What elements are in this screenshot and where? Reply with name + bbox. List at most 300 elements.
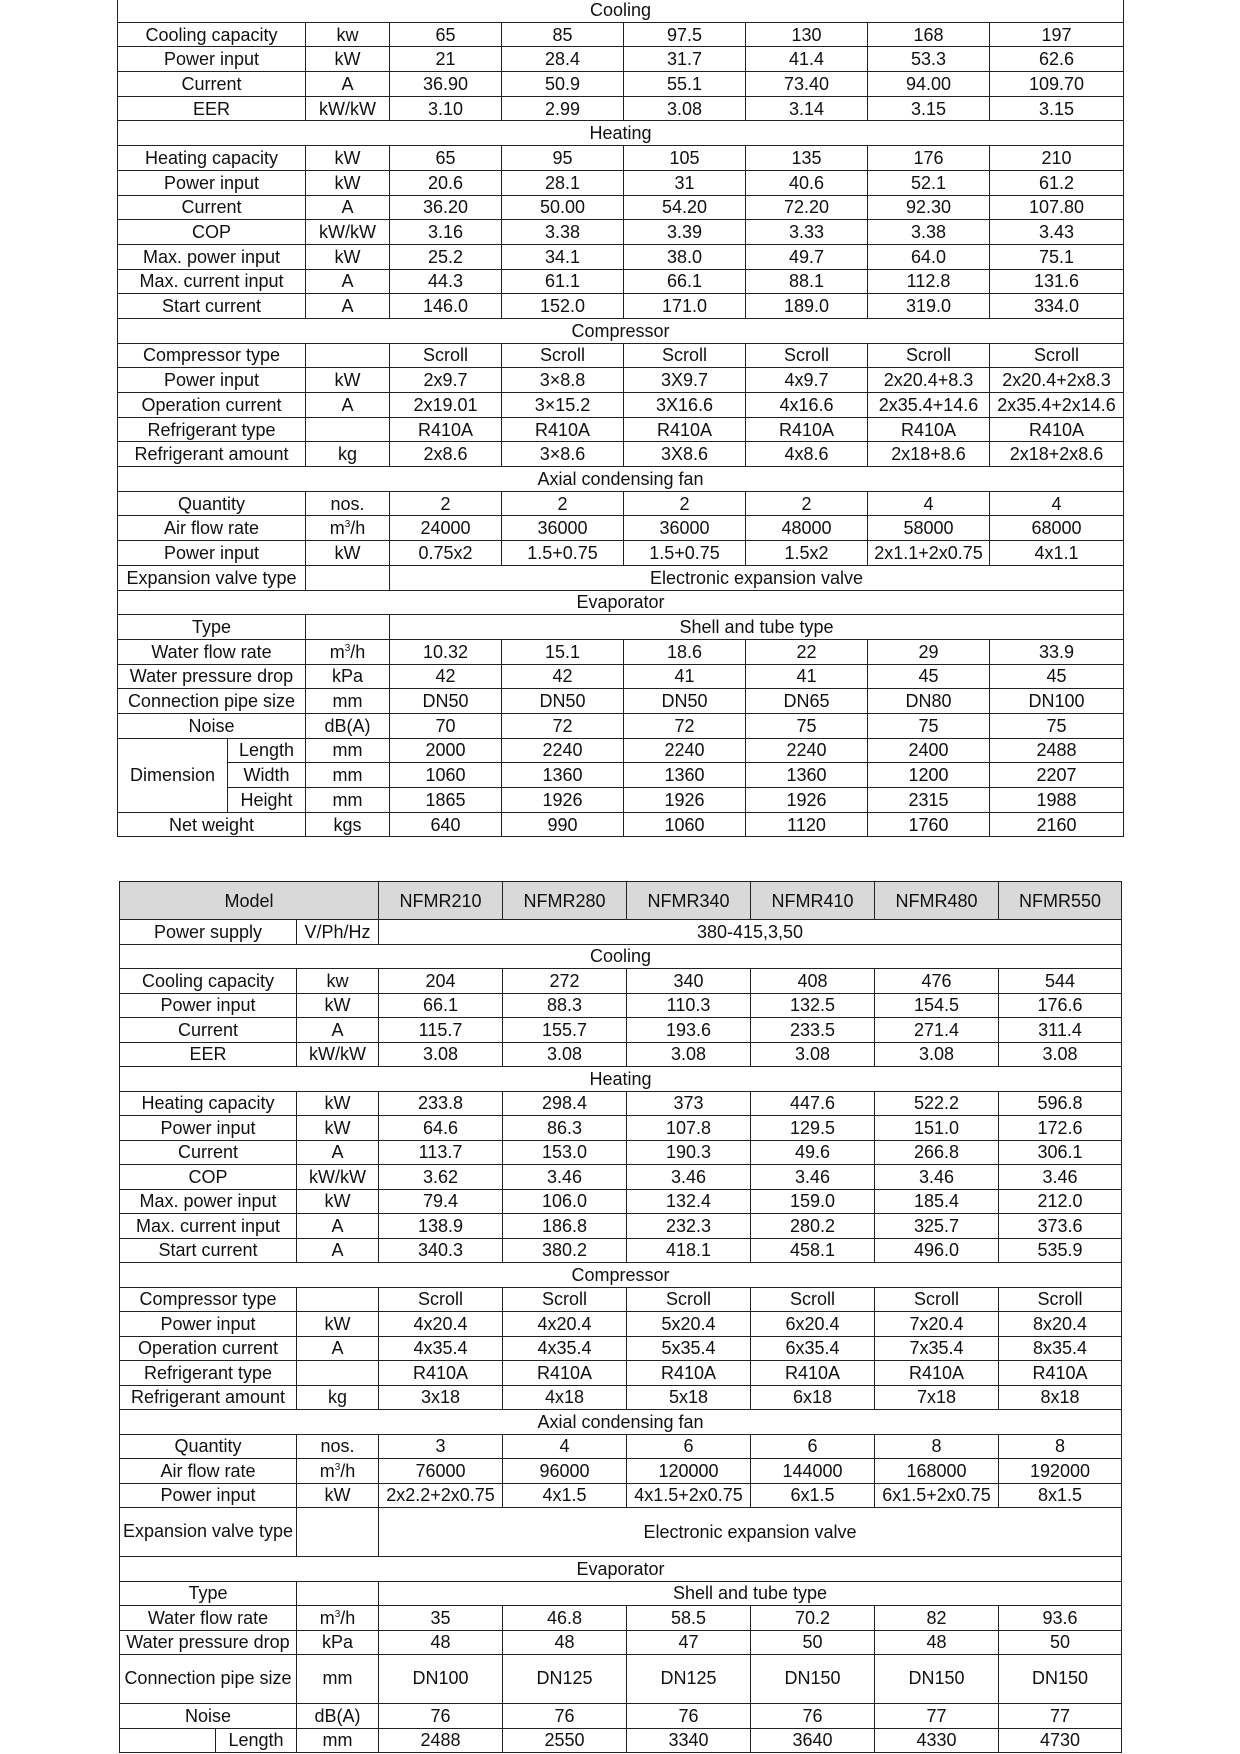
value-cell: 3.08 xyxy=(875,1042,999,1067)
row-label: COP xyxy=(118,220,306,245)
value-cell: 3.08 xyxy=(624,96,746,121)
value-cell: 334.0 xyxy=(990,294,1124,319)
value-cell: 8x18 xyxy=(999,1385,1122,1410)
unit-cell: kPa xyxy=(306,664,390,689)
row-label: Dimension xyxy=(118,738,228,812)
value-cell: 46.8 xyxy=(503,1606,627,1631)
value-cell: 2240 xyxy=(624,738,746,763)
unit-superscript: 3 xyxy=(344,519,351,531)
spec-row xyxy=(118,244,1124,269)
value-cell: R410A xyxy=(751,1361,875,1386)
value-cell: 1.5+0.75 xyxy=(502,541,624,566)
row-label: Water flow rate xyxy=(118,639,306,664)
value-cell: Scroll xyxy=(627,1287,751,1312)
value-cell: 3 xyxy=(379,1434,503,1459)
value-cell: 4x1.5 xyxy=(503,1483,627,1508)
value-cell: 4x18 xyxy=(503,1385,627,1410)
unit-cell: A xyxy=(306,294,390,319)
value-cell: 2488 xyxy=(990,738,1124,763)
spec-row xyxy=(118,442,1124,467)
row-label: Connection pipe size xyxy=(120,1655,297,1704)
value-cell: 110.3 xyxy=(627,993,751,1018)
value-cell: 6x20.4 xyxy=(751,1312,875,1337)
value-cell: DN100 xyxy=(990,689,1124,714)
value-cell: 3.43 xyxy=(990,220,1124,245)
value-cell: Scroll xyxy=(390,343,502,368)
spec-row xyxy=(118,47,1124,72)
section-header: Axial condensing fan xyxy=(120,1410,1122,1435)
value-cell: 373 xyxy=(627,1091,751,1116)
value-cell: Scroll xyxy=(868,343,990,368)
value-cell: 129.5 xyxy=(751,1116,875,1141)
spec-row xyxy=(120,1042,1122,1067)
value-cell: 2000 xyxy=(390,738,502,763)
value-cell: 535.9 xyxy=(999,1238,1122,1263)
value-cell: 41.4 xyxy=(746,47,868,72)
value-cell: 280.2 xyxy=(751,1214,875,1239)
unit-text: /h xyxy=(350,518,366,539)
value-cell: 5x35.4 xyxy=(627,1336,751,1361)
value-cell: 152.0 xyxy=(502,294,624,319)
spec-row xyxy=(118,343,1124,368)
value-cell: 48000 xyxy=(746,516,868,541)
value-cell: 105 xyxy=(624,146,746,171)
unit-cell: A xyxy=(306,269,390,294)
value-cell: 6x1.5 xyxy=(751,1483,875,1508)
value-cell: 233.8 xyxy=(379,1091,503,1116)
value-cell: 29 xyxy=(868,639,990,664)
unit-cell: kW xyxy=(297,1091,379,1116)
spec-row xyxy=(120,1165,1122,1190)
value-cell: 4 xyxy=(503,1434,627,1459)
value-cell: 4x9.7 xyxy=(746,368,868,393)
section-header: Cooling xyxy=(120,944,1122,969)
spec-row xyxy=(120,1189,1122,1214)
value-cell: 266.8 xyxy=(875,1140,999,1165)
unit-cell: nos. xyxy=(306,491,390,516)
value-cell: R410A xyxy=(746,417,868,442)
value-cell: R410A xyxy=(627,1361,751,1386)
value-cell: 2 xyxy=(390,491,502,516)
value-cell: 2x9.7 xyxy=(390,368,502,393)
row-label: Refrigerant amount xyxy=(118,442,306,467)
value-cell: 3.46 xyxy=(999,1165,1122,1190)
row-label: Quantity xyxy=(120,1434,297,1459)
value-cell: 6x1.5+2x0.75 xyxy=(875,1483,999,1508)
value-cell: 79.4 xyxy=(379,1189,503,1214)
value-cell: Scroll xyxy=(624,343,746,368)
unit-cell: A xyxy=(297,1140,379,1165)
value-cell: 6 xyxy=(751,1434,875,1459)
value-cell: 58000 xyxy=(868,516,990,541)
value-cell: 15.1 xyxy=(502,639,624,664)
unit-cell xyxy=(297,1287,379,1312)
unit-cell: mm xyxy=(306,738,390,763)
value-cell: 1060 xyxy=(390,763,502,788)
unit-text: m xyxy=(319,1607,335,1628)
spec-row xyxy=(120,1508,1122,1557)
row-label: Expansion valve type xyxy=(120,1508,297,1557)
value-cell: 76 xyxy=(627,1704,751,1729)
value-cell: DN150 xyxy=(751,1655,875,1704)
value-cell: 4x1.1 xyxy=(990,541,1124,566)
unit-text: m xyxy=(319,1460,335,1481)
value-cell: 4x8.6 xyxy=(746,442,868,467)
unit-cell: dB(A) xyxy=(306,713,390,738)
section-header: Axial condensing fan xyxy=(118,467,1124,492)
value-cell: 72 xyxy=(502,713,624,738)
value-cell: R410A xyxy=(379,1361,503,1386)
value-cell: 172.6 xyxy=(999,1116,1122,1141)
value-cell: 61.1 xyxy=(502,269,624,294)
value-cell: 447.6 xyxy=(751,1091,875,1116)
value-cell: 8 xyxy=(875,1434,999,1459)
model-header-row xyxy=(120,882,1122,920)
section-header-row xyxy=(118,318,1124,343)
value-cell: 86.3 xyxy=(503,1116,627,1141)
unit-cell: kW xyxy=(297,1116,379,1141)
value-cell: 185.4 xyxy=(875,1189,999,1214)
value-cell: 88.3 xyxy=(503,993,627,1018)
row-label: Power input xyxy=(120,1116,297,1141)
spec-row xyxy=(118,170,1124,195)
value-cell: 130 xyxy=(746,22,868,47)
spec-row xyxy=(118,763,1124,788)
unit-cell: A xyxy=(297,1238,379,1263)
unit-cell: kW xyxy=(297,1189,379,1214)
value-cell: 2x20.4+2x8.3 xyxy=(990,368,1124,393)
row-label: Power input xyxy=(120,1483,297,1508)
value-cell: 28.4 xyxy=(502,47,624,72)
row-label: Noise xyxy=(120,1704,297,1729)
value-cell: Scroll xyxy=(502,343,624,368)
unit-text: m xyxy=(329,518,345,539)
value-cell: 4 xyxy=(990,491,1124,516)
spec-row xyxy=(120,969,1122,994)
value-cell: 1.5x2 xyxy=(746,541,868,566)
value-cell: DN50 xyxy=(390,689,502,714)
value-cell: 41 xyxy=(624,664,746,689)
value-cell: 1926 xyxy=(502,788,624,813)
section-header-row xyxy=(118,121,1124,146)
value-cell: DN125 xyxy=(503,1655,627,1704)
spec-row xyxy=(120,920,1122,945)
value-cell: 50 xyxy=(999,1630,1122,1655)
unit-cell: kW xyxy=(297,993,379,1018)
row-label: Current xyxy=(120,1140,297,1165)
value-cell: 72 xyxy=(624,713,746,738)
section-header: Compressor xyxy=(120,1263,1122,1288)
row-label: Operation current xyxy=(120,1336,297,1361)
row-label: Heating capacity xyxy=(120,1091,297,1116)
unit-cell: kW xyxy=(306,146,390,171)
value-cell: 168 xyxy=(868,22,990,47)
section-header: Heating xyxy=(120,1067,1122,1092)
value-cell: 1865 xyxy=(390,788,502,813)
value-cell: 77 xyxy=(999,1704,1122,1729)
spec-row xyxy=(118,491,1124,516)
value-cell: 2x2.2+2x0.75 xyxy=(379,1483,503,1508)
value-cell: 3.14 xyxy=(746,96,868,121)
spec-row xyxy=(118,812,1124,837)
unit-text: /h xyxy=(340,1607,356,1628)
value-cell: 1120 xyxy=(746,812,868,837)
value-cell: 544 xyxy=(999,969,1122,994)
value-cell: 52.1 xyxy=(868,170,990,195)
spec-row xyxy=(118,22,1124,47)
value-cell: 131.6 xyxy=(990,269,1124,294)
value-cell: 522.2 xyxy=(875,1091,999,1116)
row-label: Cooling capacity xyxy=(120,969,297,994)
row-label: Cooling capacity xyxy=(118,22,306,47)
unit-cell: kW/kW xyxy=(297,1042,379,1067)
value-cell: 168000 xyxy=(875,1459,999,1484)
unit-text: /h xyxy=(350,641,366,662)
spec-table-2 xyxy=(119,881,1122,1753)
value-cell: 190.3 xyxy=(627,1140,751,1165)
value-cell: 25.2 xyxy=(390,244,502,269)
value-cell: R410A xyxy=(868,417,990,442)
row-label: Compressor type xyxy=(118,343,306,368)
value-cell: 4730 xyxy=(999,1728,1122,1753)
section-header-row xyxy=(118,467,1124,492)
value-cell: R410A xyxy=(624,417,746,442)
value-cell: 31.7 xyxy=(624,47,746,72)
row-label: Power input xyxy=(118,541,306,566)
value-cell: 2 xyxy=(746,491,868,516)
row-label: Quantity xyxy=(118,491,306,516)
unit-cell: mm xyxy=(297,1728,379,1753)
value-cell: 146.0 xyxy=(390,294,502,319)
spec-row xyxy=(118,689,1124,714)
unit-superscript: 3 xyxy=(344,642,351,654)
value-cell: 319.0 xyxy=(868,294,990,319)
section-header-row xyxy=(120,1263,1122,1288)
row-label: Current xyxy=(118,72,306,97)
unit-cell: A xyxy=(306,393,390,418)
spec-row xyxy=(120,993,1122,1018)
value-cell: 3.08 xyxy=(503,1042,627,1067)
value-cell: 2240 xyxy=(502,738,624,763)
value-cell: 31 xyxy=(624,170,746,195)
value-cell: 3X16.6 xyxy=(624,393,746,418)
value-cell: 40.6 xyxy=(746,170,868,195)
value-cell: 42 xyxy=(390,664,502,689)
value-cell: 340.3 xyxy=(379,1238,503,1263)
section-header-row xyxy=(118,0,1124,22)
value-cell: R410A xyxy=(999,1361,1122,1386)
unit-superscript: 3 xyxy=(334,1461,341,1473)
value-cell: 2 xyxy=(502,491,624,516)
spec-row xyxy=(118,294,1124,319)
value-cell: 93.6 xyxy=(999,1606,1122,1631)
value-cell: 1360 xyxy=(746,763,868,788)
value-cell: 3.38 xyxy=(502,220,624,245)
value-cell: 66.1 xyxy=(624,269,746,294)
value-cell: 306.1 xyxy=(999,1140,1122,1165)
value-cell: R410A xyxy=(390,417,502,442)
value-cell: 8x20.4 xyxy=(999,1312,1122,1337)
value-cell: 212.0 xyxy=(999,1189,1122,1214)
value-cell: 1926 xyxy=(624,788,746,813)
spec-row xyxy=(120,1018,1122,1043)
value-cell: 1926 xyxy=(746,788,868,813)
unit-cell xyxy=(297,1606,379,1631)
unit-cell xyxy=(306,516,390,541)
unit-cell: kw xyxy=(306,22,390,47)
unit-cell: kg xyxy=(297,1385,379,1410)
spec-row xyxy=(118,393,1124,418)
value-cell: 49.7 xyxy=(746,244,868,269)
value-cell: 53.3 xyxy=(868,47,990,72)
sub-label: Length xyxy=(216,1728,297,1753)
value-cell: 8x35.4 xyxy=(999,1336,1122,1361)
value-cell: R410A xyxy=(875,1361,999,1386)
model-name: NFMR550 xyxy=(999,882,1122,920)
value-cell: 3.08 xyxy=(999,1042,1122,1067)
row-label: Type xyxy=(118,615,306,640)
value-cell: 3.46 xyxy=(751,1165,875,1190)
value-cell: 41 xyxy=(746,664,868,689)
spec-row xyxy=(120,1385,1122,1410)
value-cell: 3.62 xyxy=(379,1165,503,1190)
value-cell: 380.2 xyxy=(503,1238,627,1263)
value-cell: 138.9 xyxy=(379,1214,503,1239)
value-cell: 5x20.4 xyxy=(627,1312,751,1337)
merged-value: Shell and tube type xyxy=(379,1581,1122,1606)
value-cell: 3.08 xyxy=(627,1042,751,1067)
unit-cell: nos. xyxy=(297,1434,379,1459)
value-cell: 298.4 xyxy=(503,1091,627,1116)
value-cell: 4330 xyxy=(875,1728,999,1753)
value-cell: 50 xyxy=(751,1630,875,1655)
value-cell: 325.7 xyxy=(875,1214,999,1239)
row-label: COP xyxy=(120,1165,297,1190)
spec-row xyxy=(118,220,1124,245)
row-label: Start current xyxy=(118,294,306,319)
value-cell: 38.0 xyxy=(624,244,746,269)
value-cell: 2 xyxy=(624,491,746,516)
row-label: Connection pipe size xyxy=(118,689,306,714)
section-header-row xyxy=(120,1557,1122,1582)
value-cell: 6 xyxy=(627,1434,751,1459)
value-cell: 232.3 xyxy=(627,1214,751,1239)
value-cell: 107.80 xyxy=(990,195,1124,220)
unit-cell: dB(A) xyxy=(297,1704,379,1729)
unit-cell: kW xyxy=(306,170,390,195)
value-cell: 3.15 xyxy=(990,96,1124,121)
section-header-row xyxy=(118,590,1124,615)
value-cell: 210 xyxy=(990,146,1124,171)
unit-cell xyxy=(306,343,390,368)
value-cell: 154.5 xyxy=(875,993,999,1018)
value-cell: 4x20.4 xyxy=(503,1312,627,1337)
value-cell: 7x35.4 xyxy=(875,1336,999,1361)
spec-row xyxy=(120,1214,1122,1239)
spec-row xyxy=(118,72,1124,97)
unit-cell xyxy=(297,1361,379,1386)
value-cell: 990 xyxy=(502,812,624,837)
value-cell: 204 xyxy=(379,969,503,994)
unit-cell: mm xyxy=(297,1655,379,1704)
value-cell: Scroll xyxy=(990,343,1124,368)
value-cell: 3×8.8 xyxy=(502,368,624,393)
value-cell: 45 xyxy=(868,664,990,689)
value-cell: 75.1 xyxy=(990,244,1124,269)
dimension-label-cell xyxy=(120,1728,216,1753)
value-cell: 3.08 xyxy=(751,1042,875,1067)
value-cell: 33.9 xyxy=(990,639,1124,664)
value-cell: R410A xyxy=(990,417,1124,442)
row-label: Noise xyxy=(118,713,306,738)
merged-value: Shell and tube type xyxy=(390,615,1124,640)
value-cell: 458.1 xyxy=(751,1238,875,1263)
unit-cell: A xyxy=(297,1018,379,1043)
value-cell: 1060 xyxy=(624,812,746,837)
row-label: Air flow rate xyxy=(118,516,306,541)
model-name: NFMR280 xyxy=(503,882,627,920)
value-cell: 132.4 xyxy=(627,1189,751,1214)
value-cell: 2240 xyxy=(746,738,868,763)
value-cell: 155.7 xyxy=(503,1018,627,1043)
merged-value: Electronic expansion valve xyxy=(379,1508,1122,1557)
value-cell: 48 xyxy=(503,1630,627,1655)
row-label: Refrigerant type xyxy=(120,1361,297,1386)
value-cell: 4x35.4 xyxy=(379,1336,503,1361)
value-cell: 95 xyxy=(502,146,624,171)
value-cell: 70.2 xyxy=(751,1606,875,1631)
unit-cell: A xyxy=(306,72,390,97)
value-cell: 107.8 xyxy=(627,1116,751,1141)
value-cell: Scroll xyxy=(746,343,868,368)
row-label: EER xyxy=(120,1042,297,1067)
row-label: Expansion valve type xyxy=(118,565,306,590)
spec-row xyxy=(120,1312,1122,1337)
value-cell: 113.7 xyxy=(379,1140,503,1165)
model-name: NFMR340 xyxy=(627,882,751,920)
value-cell: 2550 xyxy=(503,1728,627,1753)
section-header: Evaporator xyxy=(118,590,1124,615)
value-cell: 28.1 xyxy=(502,170,624,195)
row-label: Power input xyxy=(120,993,297,1018)
value-cell: 3X8.6 xyxy=(624,442,746,467)
row-label: Max. power input xyxy=(118,244,306,269)
value-cell: 48 xyxy=(875,1630,999,1655)
value-cell: 3x18 xyxy=(379,1385,503,1410)
spec-table-1 xyxy=(117,0,1124,837)
spec-row xyxy=(120,1361,1122,1386)
spec-row xyxy=(118,541,1124,566)
value-cell: 476 xyxy=(875,969,999,994)
value-cell: 65 xyxy=(390,22,502,47)
model-name: NFMR210 xyxy=(379,882,503,920)
value-cell: 112.8 xyxy=(868,269,990,294)
unit-cell: kW xyxy=(297,1312,379,1337)
sub-label: Height xyxy=(228,788,306,813)
spec-row xyxy=(120,1459,1122,1484)
value-cell: 418.1 xyxy=(627,1238,751,1263)
unit-cell: kW xyxy=(306,368,390,393)
unit-cell: kW/kW xyxy=(297,1165,379,1190)
value-cell: 85 xyxy=(502,22,624,47)
row-label: Current xyxy=(118,195,306,220)
value-cell: 408 xyxy=(751,969,875,994)
unit-cell: kW/kW xyxy=(306,220,390,245)
value-cell: 47 xyxy=(627,1630,751,1655)
value-cell: 50.9 xyxy=(502,72,624,97)
value-cell: 596.8 xyxy=(999,1091,1122,1116)
value-cell: 44.3 xyxy=(390,269,502,294)
